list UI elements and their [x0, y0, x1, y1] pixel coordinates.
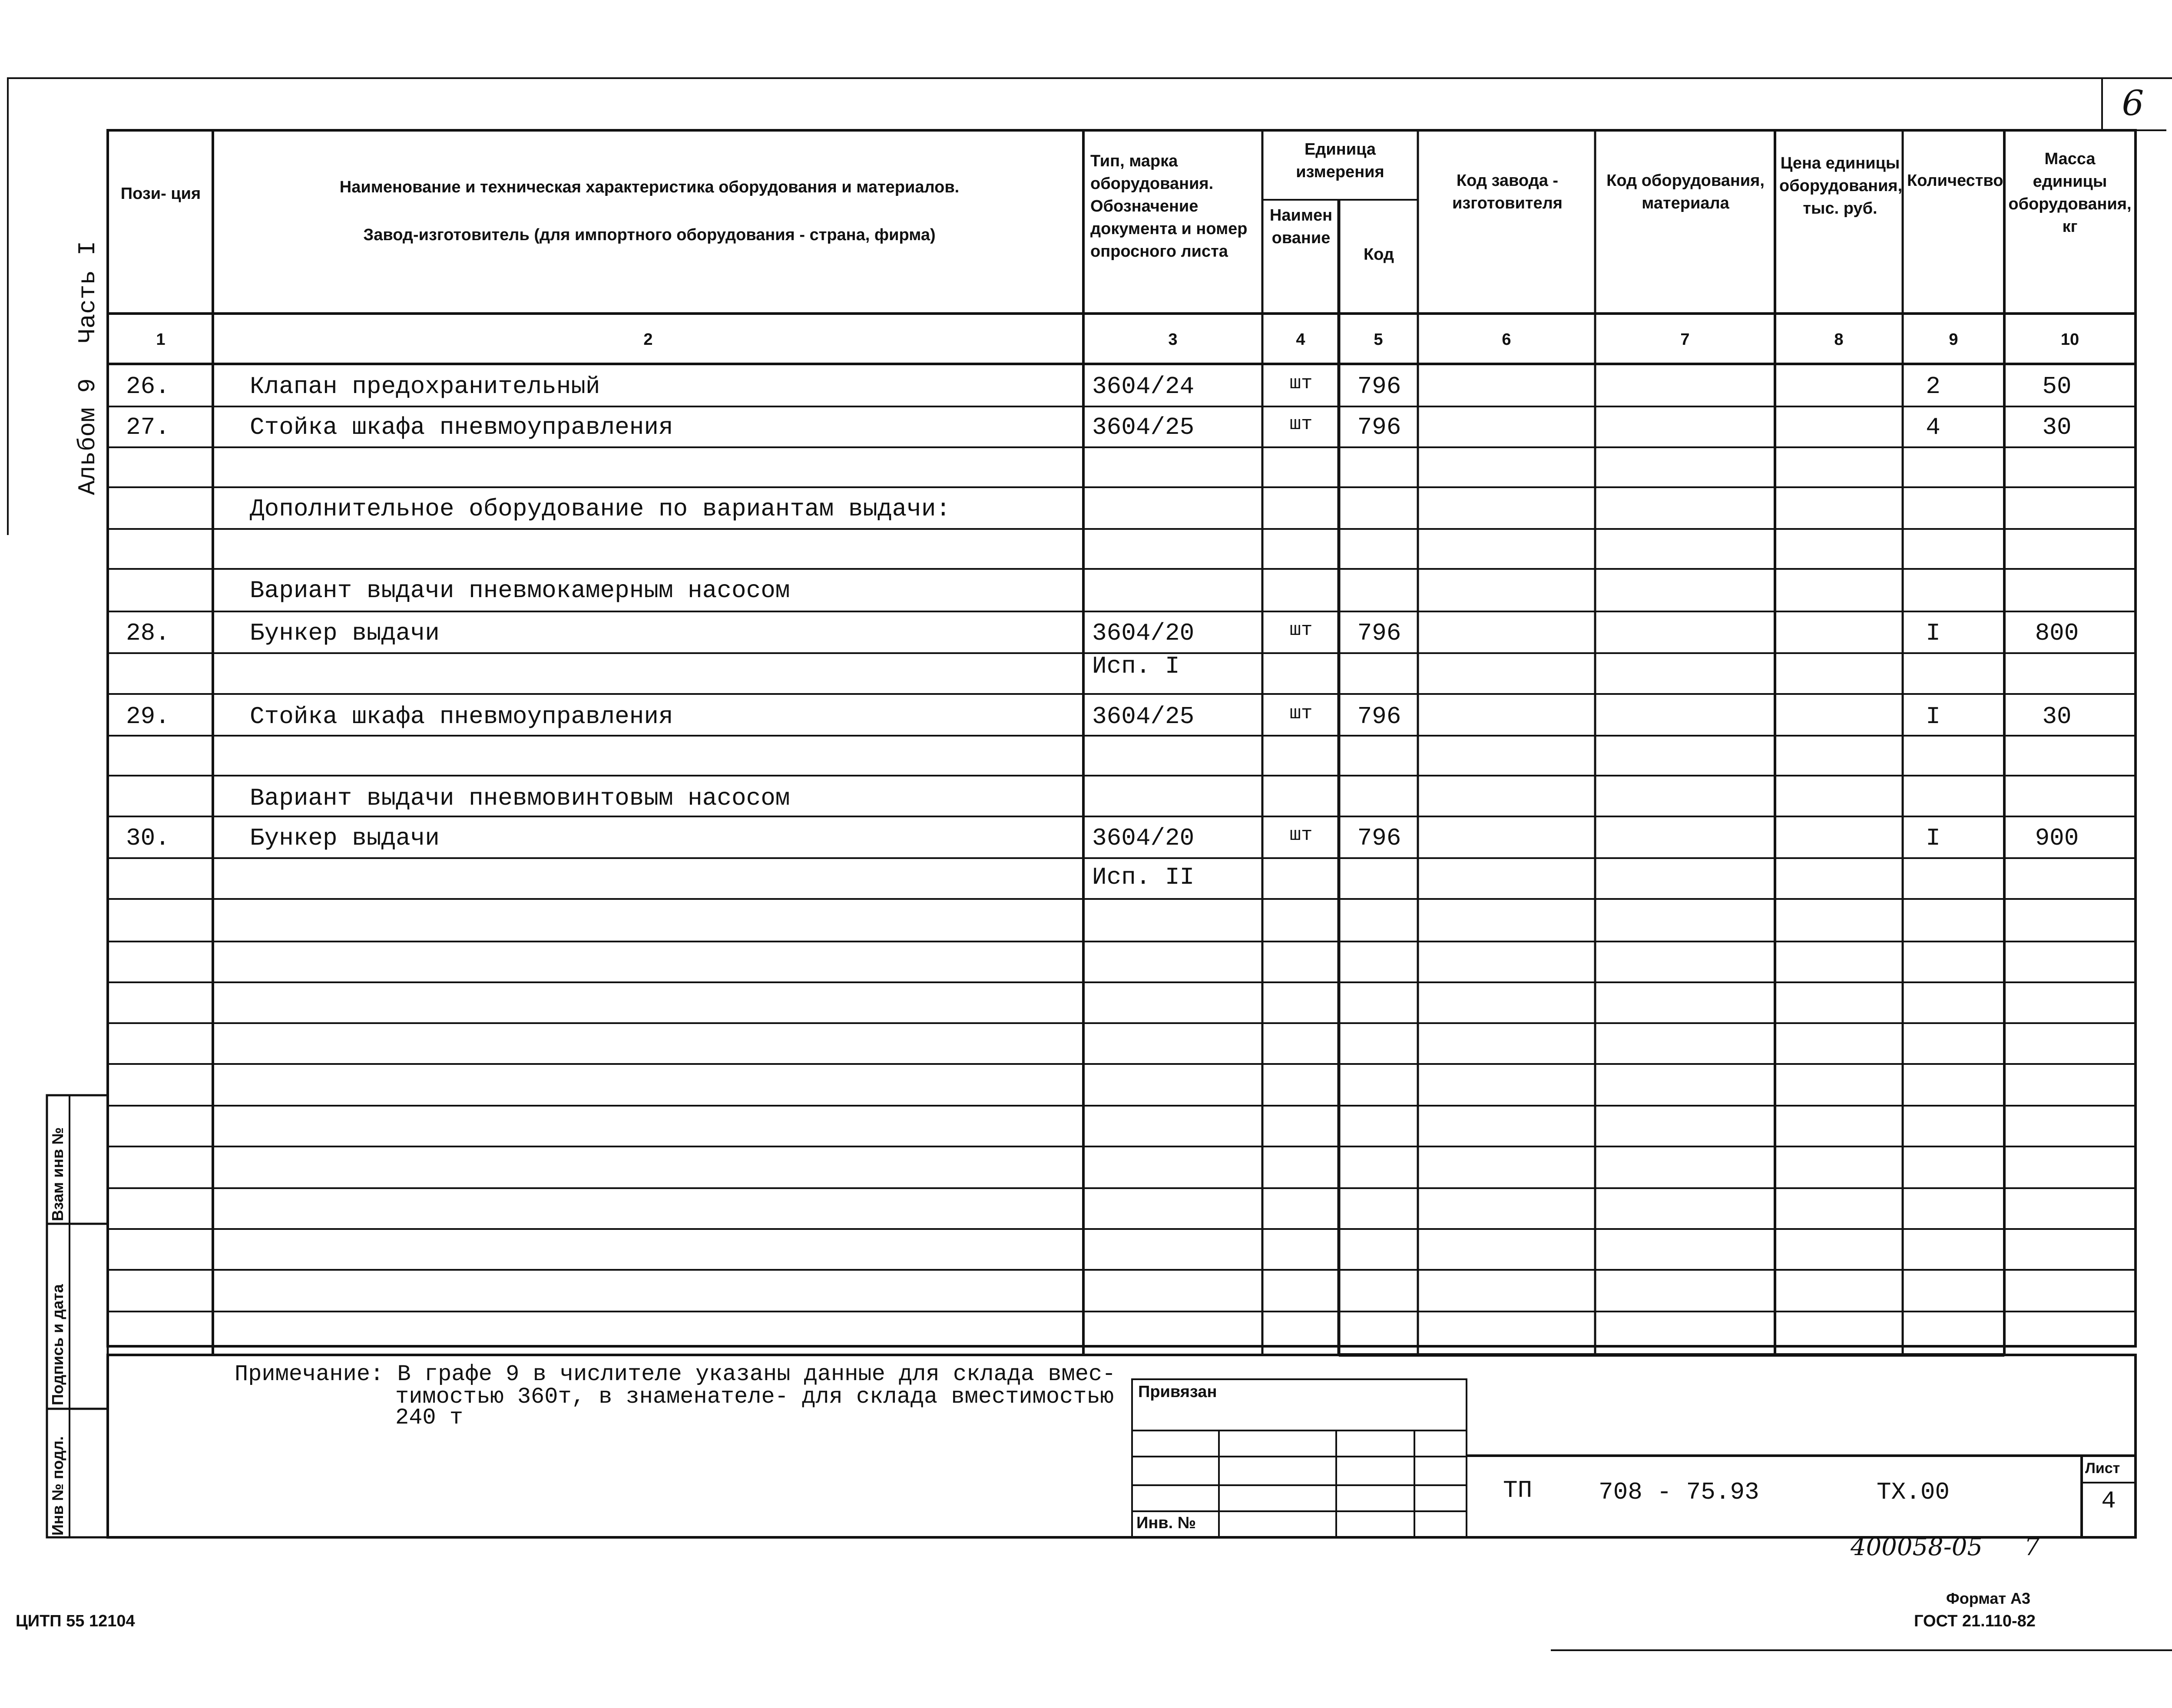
doc-suffix: ТХ.00 — [1877, 1478, 1950, 1506]
sheet-label: Лист — [2085, 1460, 2120, 1477]
cell-name: Вариант выдачи пневмокамерным насосом — [250, 577, 790, 605]
cell-name: Дополнительное оборудование по вариантам выдачи: — [250, 495, 951, 523]
citp-label: ЦИТП 55 12104 — [16, 1612, 135, 1630]
cell-qty: I — [1926, 619, 1940, 647]
cell-pos: 28. — [126, 619, 170, 647]
colnum-3: 3 — [1168, 330, 1178, 349]
cell-pos: 26. — [126, 373, 170, 400]
header-type: Тип, марка оборудования. Обозначение документа и номер опросного листа — [1090, 152, 1248, 261]
colnum-1: 1 — [156, 330, 166, 349]
cell-unit: шт — [1289, 373, 1313, 394]
cell-unit: шт — [1289, 619, 1313, 641]
colnum-5: 5 — [1374, 330, 1383, 349]
left-stamp-inv: Инв № подл. — [49, 1436, 66, 1536]
cell-code: 796 — [1357, 373, 1401, 400]
colnum-2: 2 — [643, 330, 653, 349]
colnum-10: 10 — [2060, 330, 2079, 349]
cell-mass: 50 — [2042, 373, 2072, 400]
header-position: Пози- ция — [120, 185, 201, 203]
doc-prefix: ТП — [1503, 1477, 1533, 1504]
cell-type: Исп. I — [1092, 652, 1180, 680]
cell-type: 3604/24 — [1092, 373, 1195, 400]
stamp-bound-label: Привязан — [1138, 1383, 1217, 1401]
note-line-2: тимостью 360т, в знаменателе- для склада вместимостью — [395, 1384, 1114, 1410]
cell-qty: 2 — [1926, 373, 1940, 400]
stamp-inv-label: Инв. № — [1136, 1514, 1196, 1532]
gost-label: ГОСТ 21.110-82 — [1914, 1612, 2036, 1630]
cell-qty: 4 — [1926, 413, 1940, 441]
colnum-7: 7 — [1680, 330, 1690, 349]
cell-unit: шт — [1289, 703, 1313, 724]
note-line-1: Примечание: В графе 9 в числителе указаны данные для склада вмес- — [235, 1361, 1116, 1387]
cell-code: 796 — [1357, 703, 1401, 730]
side-part-text: Часть — [74, 270, 102, 343]
format-label: Формат А3 — [1946, 1589, 2031, 1607]
cell-type: 3604/20 — [1092, 824, 1195, 852]
colnum-6: 6 — [1502, 330, 1511, 349]
colnum-9: 9 — [1949, 330, 1958, 349]
cell-qty: I — [1926, 703, 1940, 730]
side-album-text: Альбом — [74, 407, 102, 495]
cell-mass: 800 — [2035, 619, 2079, 647]
cell-name: Стойка шкафа пневмоуправления — [250, 703, 673, 730]
sheet-value: 4 — [2101, 1487, 2116, 1515]
cell-code: 796 — [1357, 824, 1401, 852]
colnum-4: 4 — [1296, 330, 1305, 349]
cell-mass: 30 — [2042, 413, 2072, 441]
handwritten-mark: 7 — [2024, 1533, 2040, 1561]
colnum-8: 8 — [1834, 330, 1844, 349]
cell-code: 796 — [1357, 413, 1401, 441]
side-part-number: I — [74, 241, 102, 256]
cell-mass: 30 — [2042, 703, 2072, 730]
cell-code: 796 — [1357, 619, 1401, 647]
cell-pos: 30. — [126, 824, 170, 852]
cell-pos: 27. — [126, 413, 170, 441]
page-number: 6 — [2122, 83, 2144, 123]
cell-type: 3604/20 — [1092, 619, 1195, 647]
cell-name: Вариант выдачи пневмовинтовым насосом — [250, 784, 790, 812]
header-quantity: Количество — [1907, 172, 2003, 190]
header-factory-code: Код завода - изготовителя — [1452, 172, 1563, 212]
cell-unit: шт — [1289, 413, 1313, 435]
header-equipment-code: Код оборудования, материала — [1606, 172, 1765, 212]
header-price: Цена единицы оборудования, тыс. руб. — [1779, 154, 1903, 218]
header-mass: Масса единицы оборудования, кг — [2008, 150, 2132, 236]
left-stamp-sign: Подпись и дата — [49, 1284, 66, 1405]
cell-name: Стойка шкафа пневмоуправления — [250, 413, 673, 441]
left-stamp-vzam: Взам инв № — [49, 1127, 66, 1221]
header-name: Наименование и техническая характеристика оборудования и материалов. — [339, 178, 960, 196]
cell-qty: I — [1926, 824, 1940, 852]
doc-number: 708 - 75.93 — [1599, 1478, 1759, 1506]
header-manufacturer: Завод-изготовитель (для импортного оборудования - страна, фирма) — [363, 226, 936, 244]
cell-pos: 29. — [126, 703, 170, 730]
header-unit: Единица измерения — [1296, 140, 1384, 181]
cell-name: Бункер выдачи — [250, 619, 440, 647]
cell-mass: 900 — [2035, 824, 2079, 852]
note-line-3: 240 т — [395, 1405, 464, 1430]
cell-unit: шт — [1289, 824, 1313, 846]
handwritten-number: 400058-05 — [1851, 1533, 1983, 1561]
side-album-number: 9 — [74, 378, 102, 393]
cell-type: 3604/25 — [1092, 703, 1195, 730]
header-unit-name: Наименование — [1269, 206, 1333, 247]
cell-type: 3604/25 — [1092, 413, 1195, 441]
cell-type: Исп. II — [1092, 863, 1195, 891]
header-unit-code: Код — [1363, 245, 1394, 264]
cell-name: Клапан предохранительный — [250, 373, 600, 400]
cell-name: Бункер выдачи — [250, 824, 440, 852]
